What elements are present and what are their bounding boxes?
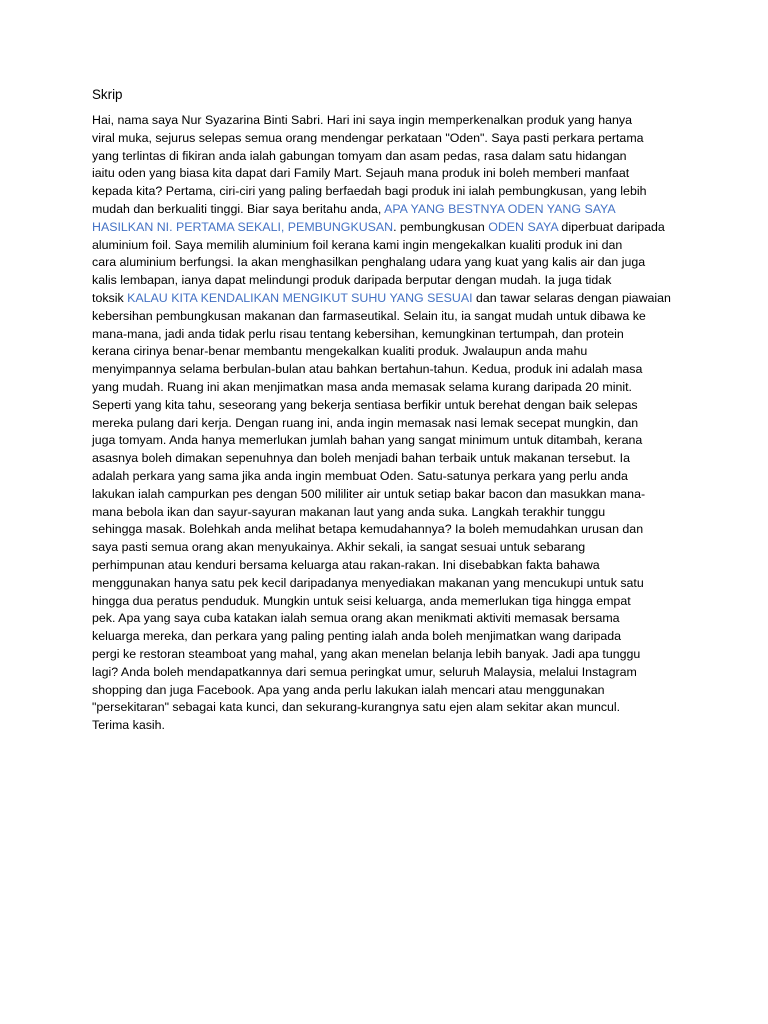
document-heading: Skrip (92, 87, 123, 102)
text-segment: cara aluminium berfungsi. Ia akan menghasilkan penghalang udara yang kuat yang kalis air dan juga (92, 255, 646, 270)
paragraph-line (92, 646, 680, 664)
paragraph-line (92, 112, 680, 130)
paragraph-line (92, 237, 680, 255)
text-segment: toksik (92, 290, 128, 305)
paragraph-line (92, 201, 680, 219)
text-segment: pergi ke restoran steamboat yang mahal, yang akan menelan belanja lebih banyak. Jadi apa tunggu (92, 646, 641, 661)
text-segment: kerana cirinya benar-benar membantu mengekalkan kualiti produk. Jwalaupun anda mahu (92, 344, 588, 359)
paragraph-line (92, 593, 680, 611)
paragraph-line (92, 379, 680, 397)
text-segment: iaitu oden yang biasa kita dapat dari Family Mart. Sejauh mana produk ini boleh memberi manfaat (92, 166, 630, 181)
paragraph-line (92, 664, 680, 682)
text-segment: viral muka, sejurus selepas semua orang mendengar perkataan "Oden". Saya pasti perkara pertama (92, 130, 644, 145)
paragraph-line (92, 361, 680, 379)
text-segment: perhimpunan atau kenduri bersama keluarga atau rakan-rakan. Ini disebabkan fakta bahawa (92, 557, 600, 572)
text-segment: Seperti yang kita tahu, seseorang yang bekerja sentiasa berfikir untuk berehat dengan baik selepas (92, 397, 638, 412)
text-segment: mereka pulang dari kerja. Dengan ruang ini, anda ingin memasak nasi lemak secepat mungkin, dan (92, 415, 639, 430)
text-segment: sehingga masak. Bolehkah anda melihat betapa kemudahannya? Ia boleh memudahkan urusan dan (92, 522, 644, 537)
text-segment: kebersihan pembungkusan makanan dan farmaseutikal. Selain itu, ia sangat mudah untuk dibawa ke (92, 308, 646, 323)
paragraph-line (92, 219, 680, 237)
text-segment: adalah perkara yang sama jika anda ingin membuat Oden. Satu-satunya perkara yang perlu anda (92, 468, 628, 483)
paragraph-line (92, 415, 680, 433)
paragraph-line (92, 699, 680, 717)
paragraph-line (92, 397, 680, 415)
paragraph-line (92, 557, 680, 575)
text-segment: asasnya boleh dimakan sepenuhnya dan boleh menjadi bahan terbaik untuk makanan tersebut. Ia (92, 451, 630, 466)
paragraph-line (92, 432, 680, 450)
text-segment: dan tawar selaras dengan piawaian (472, 290, 671, 305)
paragraph-line (92, 628, 680, 646)
paragraph-line (92, 717, 680, 735)
paragraph-line (92, 148, 680, 166)
highlighted-text: ODEN SAYA (488, 219, 558, 234)
paragraph-line (92, 521, 680, 539)
text-segment: saya pasti semua orang akan menyukainya. Akhir sekali, ia sangat sesuai untuk sebarang (92, 540, 586, 555)
text-segment: shopping dan juga Facebook. Apa yang anda perlu lakukan ialah mencari atau menggunakan (92, 682, 605, 697)
highlighted-text: HASILKAN NI. PERTAMA SEKALI, PEMBUNGKUSAN (92, 219, 394, 234)
paragraph-line (92, 308, 680, 326)
text-segment: yang mudah. Ruang ini akan menjimatkan masa anda memasak selama kurang daripada 20 minit. (92, 379, 632, 394)
paragraph-line (92, 254, 680, 272)
text-segment: pek. Apa yang saya cuba katakan ialah semua orang akan menikmati aktiviti memasak bersama (92, 611, 620, 626)
paragraph-line (92, 130, 680, 148)
highlighted-text: APA YANG BESTNYA ODEN YANG SAYA (384, 201, 616, 216)
paragraph-line (92, 183, 680, 201)
text-segment: . pembungkusan (393, 219, 489, 234)
highlighted-text: KALAU KITA KENDALIKAN MENGIKUT SUHU YANG SESUAI (127, 290, 473, 305)
paragraph-line (92, 272, 680, 290)
text-segment: Terima kasih. (92, 718, 165, 733)
text-segment: lagi? Anda boleh mendapatkannya dari semua peringkat umur, seluruh Malaysia, melalui Instagram (92, 664, 637, 679)
text-segment: aluminium foil. Saya memilih aluminium foil kerana kami ingin mengekalkan kualiti produk ini dan (92, 237, 623, 252)
text-segment: "persekitaran" sebagai kata kunci, dan sekurang-kurangnya satu ejen alam sekitar akan muncul. (92, 700, 621, 715)
text-segment: juga tomyam. Anda hanya memerlukan jumlah bahan yang sangat minimum untuk ditambah, kerana (92, 433, 643, 448)
text-segment: mudah dan berkualiti tinggi. Biar saya beritahu anda, (92, 201, 385, 216)
text-segment: diperbuat daripada (557, 219, 665, 234)
script-paragraph (92, 112, 680, 735)
paragraph-line (92, 343, 680, 361)
text-segment: Hai, nama saya Nur Syazarina Binti Sabri. Hari ini saya ingin memperkenalkan produk yang hanya (92, 113, 632, 127)
paragraph-line (92, 539, 680, 557)
paragraph-line (92, 610, 680, 628)
text-segment: kalis lembapan, ianya dapat melindungi produk daripada berputar dengan mudah. Ia juga tidak (92, 273, 612, 288)
paragraph-line (92, 468, 680, 486)
text-segment: keluarga mereka, dan perkara yang paling penting ialah anda boleh menjimatkan wang daripada (92, 629, 622, 644)
paragraph-line (92, 486, 680, 504)
paragraph-line (92, 165, 680, 183)
text-segment: hingga dua peratus penduduk. Mungkin untuk seisi keluarga, anda memerlukan tiga hingga empat (92, 593, 631, 608)
paragraph-line (92, 290, 680, 308)
paragraph-line (92, 575, 680, 593)
text-segment: kepada kita? Pertama, ciri-ciri yang paling berfaedah bagi produk ini ialah pembungkusan, yang lebih (92, 184, 647, 199)
text-segment: mana-mana, jadi anda tidak perlu risau tentang kebersihan, kemungkinan tertumpah, dan protein (92, 326, 624, 341)
paragraph-line (92, 326, 680, 344)
text-segment: menggunakan hanya satu pek kecil daripadanya menyediakan makanan yang mencukupi untuk satu (92, 575, 644, 590)
text-segment: lakukan ialah campurkan pes dengan 500 mililiter air untuk setiap bakar bacon dan masukkan mana- (92, 486, 646, 501)
paragraph-line (92, 504, 680, 522)
paragraph-line (92, 450, 680, 468)
text-segment: menyimpannya selama berbulan-bulan atau bahkan bertahun-tahun. Kedua, produk ini adalah masa (92, 362, 643, 377)
paragraph-line (92, 682, 680, 700)
text-segment: yang terlintas di fikiran anda ialah gabungan tomyam dan asam pedas, rasa dalam satu hidangan (92, 148, 627, 163)
text-segment: mana bebola ikan dan sayur-sayuran makanan laut yang anda suka. Langkah terakhir tunggu (92, 504, 606, 519)
